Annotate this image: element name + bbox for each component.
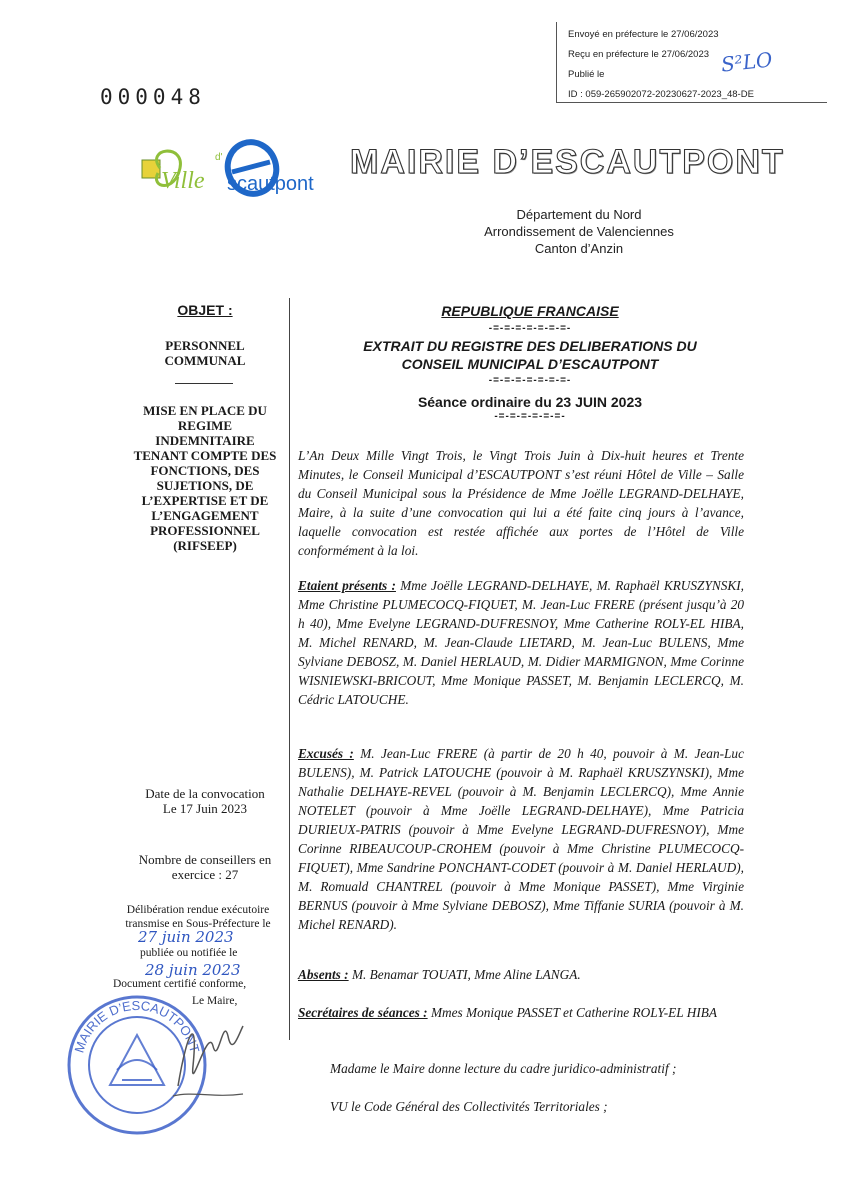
stamp-id: ID : 059-265902072-20230627-2023_48-DE [568,89,754,100]
presents-list: Mme Joëlle LEGRAND-DELHAYE, M. Raphaël KRUSZYNSKI, Mme Christine PLUMECOCQ-FIQUET, M. Jean-Luc FRERE (présent jusqu’à 20 h 40), Mme Evelyne LEGRAND-DUFRESNOY, Mme Catherine ROLY-EL HIBA, M. Michel RENARD, M. Jean-Claude LIETARD, M. Jean-Luc BULENS, Mme Sylviane DEBOSZ, M. Daniel HERLAUD, M. Didier MARMIGNON, Mme Corinne WISNIEWSKI-BRICOUT, Mme Monique PASSET, M. Benjamin LECLERCQ, M. Cédric LATOUCHE. [298,578,744,707]
seance-heading: Séance ordinaire du 23 JUIN 2023 [417,394,643,410]
objet-subject: MISE EN PLACE DU REGIME INDEMNITAIRE TENANT COMPTE DES FONCTIONS, DES SUJETIONS, DE L’EXPERTISE ET DE L’ENGAGEMENT PROFESSIONNEL (RIFSEEP) [133,403,277,553]
seal-text: MAIRIE D’ESCAUTPONT [71,997,203,1055]
ville-escautpont-logo [140,138,325,208]
stamp-sent: Envoyé en préfecture le 27/06/2023 [568,29,719,40]
convocation-info [132,786,278,816]
convocation-label: Date de la convocation [145,786,265,801]
conseillers-info [132,852,278,882]
publiee-label: publiée ou notifiée le [140,947,238,959]
convocation-date: Le 17 Juin 2023 [162,801,248,816]
extrait-line2: CONSEIL MUNICIPAL D’ESCAUTPONT [401,356,659,372]
certifie-label: Document certifié conforme, [113,978,247,990]
excuses-paragraph [298,744,744,934]
objet-heading: OBJET : [177,302,233,318]
handwritten-transmission-date: 27 juin 2023 [138,928,234,946]
separator: -=-=-=-=-=-=-=- [488,375,572,386]
handwritten-publication-date: 28 juin 2023 [145,961,241,979]
lecture-line: Madame le Maire donne lecture du cadre juridico-administratif ; [330,1061,677,1076]
secretaires-list: Mmes Monique PASSET et Catherine ROLY-EL HIBA [427,1005,718,1020]
page-title: MAIRIE D’ESCAUTPONT [350,143,785,181]
arrondissement-line: Arrondissement de Valenciennes [484,224,674,239]
presents-paragraph [298,576,744,709]
separator: -=-=-=-=-=-=-=- [488,323,572,334]
delib-text: Délibération rendue exécutoire transmise en Sous-Préfecture le [125,904,271,930]
logo-ville: Ville [161,168,205,194]
prefecture-stamp-box [556,22,827,103]
dept-line: Département du Nord [516,207,642,222]
conseillers-label: Nombre de conseillers en [138,852,272,867]
conseillers-value: exercice : 27 [171,867,239,882]
extrait-line1: EXTRAIT DU REGISTRE DES DELIBERATIONS DU [363,338,697,354]
divider [175,383,233,384]
handwritten-mark: S²LO [719,47,774,77]
canton-line: Canton d’Anzin [534,241,624,256]
column-divider [289,298,290,1040]
republique-heading: REPUBLIQUE FRANCAISE [441,303,619,319]
objet-personnel: PERSONNEL COMMUNAL [164,338,246,368]
separator: -=-=-=-=-=-=- [494,411,566,422]
stamp-received: Reçu en préfecture le 27/06/2023 [568,49,710,60]
presents-label: Etaient présents : [298,578,396,593]
secretaires-label: Secrétaires de séances : [298,1005,428,1020]
stamp-published: Publié le [568,69,605,80]
absents-list: M. Benamar TOUATI, Mme Aline LANGA. [348,967,581,982]
logo-small: d' [215,152,223,163]
excuses-label: Excusés : [298,746,354,761]
extrait-heading [340,337,720,373]
absents-label: Absents : [298,967,349,982]
absents-paragraph [298,965,744,984]
document-number: 000048 [100,85,206,109]
signature [168,1006,248,1106]
vu-line: VU le Code Général des Collectivités Territoriales ; [330,1099,608,1114]
logo-escautpont: scautpont [227,173,314,195]
excuses-list: M. Jean-Luc FRERE (à partir de 20 h 40, pouvoir à M. Jean-Luc BULENS), M. Patrick LATOUCHE (pouvoir à M. Raphaël KRUSZYNSKI), Mme Nathalie DELHAYE-REVEL (pouvoir à M. Benjamin LECLERCQ), Mme Annie NOTELET (pouvoir à Mme Joëlle LEGRAND-DELHAYE), Mme Patricia DURIEUX-PATRIS (pouvoir à Mme Evelyne LEGRAND-DUFRESNOY), Mme Corinne RIBEAUCOUP-CROHEM (pouvoir à Mme Christine PLUMECOCQ-FIQUET), Mme Sandrine PONCHANT-CODET (pouvoir à M. Daniel HERLAUD), M. Romuald CHANTREL (pouvoir à Mme Monique PASSET), Mme Virginie BERNUS (pouvoir à Mme Sylviane DEBOSZ), Mme Tiffanie SURIA (pouvoir à M. Michel RENARD). [298,746,744,932]
secretaires-paragraph [298,1003,744,1022]
preamble-paragraph: L’An Deux Mille Vingt Trois, le Vingt Trois Juin à Dix-huit heures et Trente Minutes, le Conseil Municipal d’ESCAUTPONT s’est réuni Hôtel de Ville – Salle du Conseil Municipal sous la Présidence de Mme Joëlle LEGRAND-DELHAYE, Maire, à la suite d’une convocation qui lui a été faite cinq jours à l’avance, laquelle convocation est restée affichée aux portes de l’Hôtel de Ville conformément à la loi. [298,448,744,558]
maire-label: Le Maire, [192,995,238,1007]
